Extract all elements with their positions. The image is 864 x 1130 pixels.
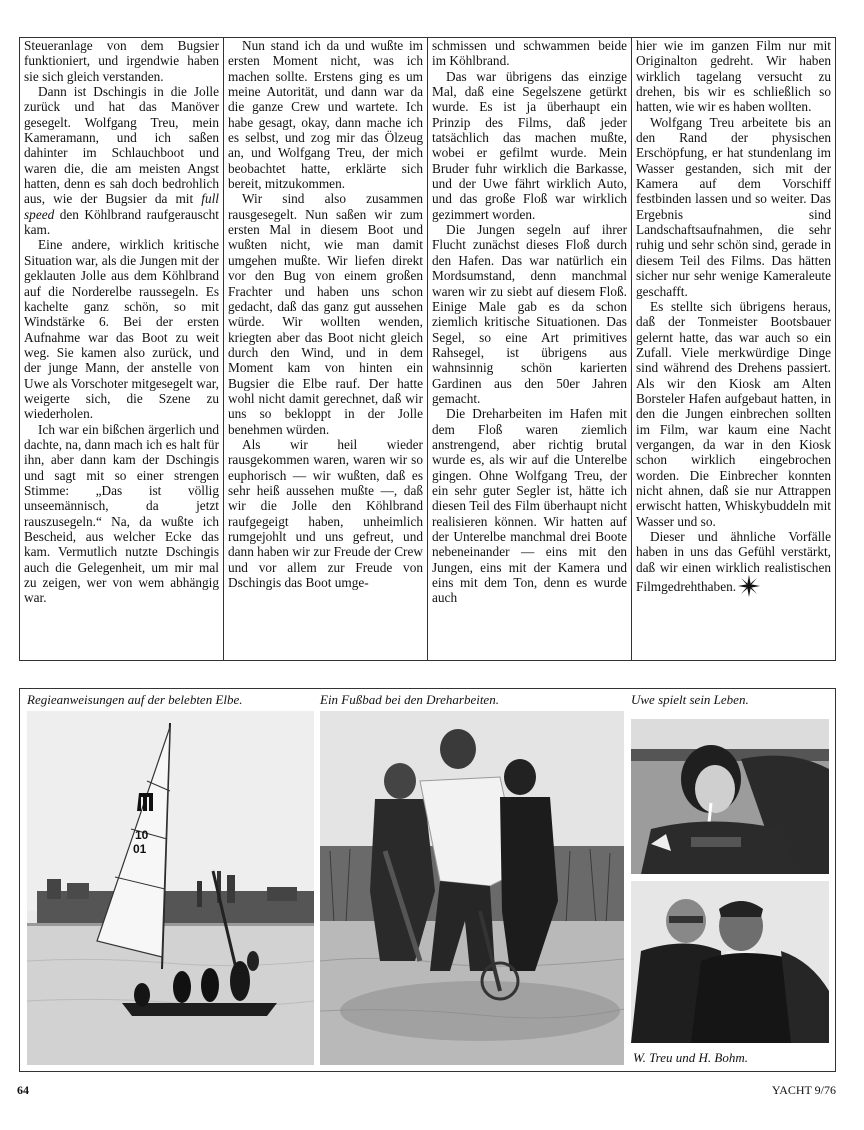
paragraph: schmissen und schwammen beide im Köhlbrand. <box>432 38 627 69</box>
end-mark-icon <box>738 575 760 597</box>
article-column-4 <box>632 38 835 660</box>
sail-number-top: 10 <box>135 828 149 842</box>
paragraph: Eine andere, wirklich kritische Situation war, als die Jungen mit der geklauten Jolle aus dem Köhlbrand auf die Norderelbe raussegeln. Es kachelte ganz schön, so mit Windstärke 6. Bei der ersten Aufnahme war das Boot zu weit weg. Sie kamen also zurück, und der junge Mann, der anstelle von Uwe als Vorschoter mitgesegelt war, weigerte sich, die Szene zu wiederholen. <box>24 237 219 422</box>
paragraph: Ich war ein bißchen ärgerlich und dachte, na, dann mach ich es halt für ihn, aber dann kam der Dschingis und sagt mit so einer strengen Stimme: „Das ist völlig unseemännisch, da jetzt rauszusegeln.“ Na, da wußte ich Bescheid, aus welcher Ecke das kam. Vermutlich nutzte Dschingis auch die Gelegenheit, um mir mal zu zeigen, wer von wem abhängig war. <box>24 421 219 606</box>
article-text-frame <box>19 37 836 661</box>
caption-photo-4: W. Treu und H. Bohm. <box>633 1050 748 1065</box>
paragraph-last <box>636 529 831 597</box>
paragraph-last-text: Dieser und ähnliche Vorfälle haben in uns das Gefühl verstärkt, daß wir einen wirklich realistischen Filmgedrehthaben. <box>636 529 831 595</box>
page-number: 64 <box>17 1083 29 1097</box>
magazine-issue: YACHT 9/76 <box>771 1083 836 1097</box>
photo-footbath <box>320 711 624 1065</box>
paragraph: Als wir heil wieder rausgekommen waren, waren wir so euphorisch — wir wußten, daß es sehr heiß aussehen mußte —, daß wir die Jolle den Köhlbrand raufgegeigt haben, unheimlich rumgejohlt und uns gefreut, und dann haben wir zur Freude der Crew und vor allem zur Freude von Dschingis das Boot umge- <box>228 436 423 591</box>
caption-photo-3: Uwe spielt sein Leben. <box>631 692 749 707</box>
paragraph: Wolfgang Treu arbeitete bis an den Rand der physischen Erschöpfung, er hat stundenlang im Wasser gestanden, sich mit der Kamera auf dem Vorschiff festbinden lassen und so weiter. Das Ergebnis sind Landschaftsaufnahmen, die sehr ruhig und sehr schön sind, gerade in diesem Teil des Films. Das hätten sicher nur sehr wenige Kameraleute geschafft. <box>636 114 831 299</box>
paragraph: Die Jungen segeln auf ihrer Flucht zunächst dieses Floß durch den Hafen. Das war natürlich ein Mordsumstand, denn manchmal waren wir zu siebt auf diesem Floß. Einige Male gab es da schon ziemlich kritische Situationen. Das Segel, so eine Art primitives Rahsegel, ist übrigens aus wahnsinnig schön karierten Gardinen aus den 50er Jahren gemacht. <box>432 222 627 406</box>
photo-sailboat <box>27 711 314 1065</box>
photo-section <box>19 688 836 1072</box>
uwe-image <box>631 719 829 874</box>
treu-bohm-image <box>631 881 829 1043</box>
paragraph: hier wie im ganzen Film nur mit Originalton gedreht. Wir haben wirklich tagelang versucht zu drehen, bis wir es schließlich so hatten, wie wir es haben wollten. <box>636 38 831 115</box>
sailboat-image <box>27 711 314 1065</box>
paragraph: Dann ist Dschingis in die Jolle zurück und hat das Manöver gesegelt. Wolfgang Treu, mein Kameramann, und ich saßen dahinter im Schlauchboot und waren die, die am meisten Angst hatten, denn es sah doch bedrohlich aus, wie der Bugsier da mit full speed den Köhlbrand raufgerauscht kam. <box>24 84 219 238</box>
paragraph: Steueranlage von dem Bugsier funktioniert, und irgendwie haben sie sich gleich verstanden. <box>24 38 219 84</box>
paragraph: Wir sind also zusammen rausgesegelt. Nun saßen wir zum ersten Mal in diesem Boot und wußten nicht, wie man damit umgehen mußte. Wir liefen direkt vor den Bug von einem großen Frachter und haben uns schon gedacht, daß das ganz gut aussehen würde. Wir wollten wenden, kriegten aber das Boot nicht gleich durch den Wind, und in dem Moment kam von hinten ein Bugsier die Elbe rauf. Der hatte wohl nicht damit gerechnet, daß wir uns so bekloppt in der Jolle benehmen würden. <box>228 191 423 437</box>
photo-uwe <box>631 719 829 874</box>
caption-photo-2: Ein Fußbad bei den Dreharbeiten. <box>320 692 499 707</box>
emphasis: full speed <box>24 191 219 222</box>
paragraph: Das war übrigens das einzige Mal, daß eine Segelszene getürkt wurde. Es ist ja überhaupt ein Prinzip des Films, daß jeder tatsächlich das machen mußte, wobei er gefilmt wurde. Mein Bruder fuhr wirklich die Barkasse, und der Uwe fährt wirklich Auto, und das große Floß war wirklich gezimmert worden. <box>432 68 627 222</box>
article-column-1 <box>20 38 224 660</box>
article-column-2 <box>224 38 428 660</box>
paragraph: Nun stand ich da und wußte im ersten Moment nicht, was ich machen sollte. Erstens ging es um meine Autorität, und dann war da die ganze Crew und wartete. Ich habe gesagt, okay, dann mache ich es selbst, und zog mir das Ölzeug an, und Wolfgang Treu, der mich beobachtet hatte, erklärte sich bereit, mitzukommen. <box>228 38 423 192</box>
article-column-3 <box>428 38 632 660</box>
footbath-image <box>320 711 624 1065</box>
paragraph: Es stellte sich übrigens heraus, daß der Tonmeister Bootsbauer gelernt hatte, das war auch so ein Zufall. Viele merkwürdige Dinge sind während des Drehens passiert. Als wir den Kiosk am Alten Borsteler Hafen aufgebaut hatten, in den die Jungen einbrechen sollten im Film, war kaum eine Nacht vergangen, da war in den Kiosk schon wirklich eingebrochen worden. Die Einbrecher konnten nicht ahnen, daß sie nur Attrappen erwischt hatten, Whiskybuddeln mit Wasser und so. <box>636 298 831 529</box>
caption-photo-1: Regieanweisungen auf der belebten Elbe. <box>27 692 243 707</box>
sail-number-bottom: 01 <box>133 842 147 856</box>
photo-treu-bohm <box>631 881 829 1043</box>
paragraph: Die Dreharbeiten im Hafen mit dem Floß waren ziemlich anstrengend, aber richtig brutal wurde es, als wir auf die Unterelbe gingen. Ohne Wolfgang Treu, der ein sehr guter Segler ist, hätte ich diesen Teil des Film überhaupt nicht realisieren können. Wir hatten auf der Unterelbe manchmal drei Boote nebeneinander — eins mit den Jungen, eins mit der Kamera und eins mit dem Ton, denn es wurde auch <box>432 406 627 606</box>
